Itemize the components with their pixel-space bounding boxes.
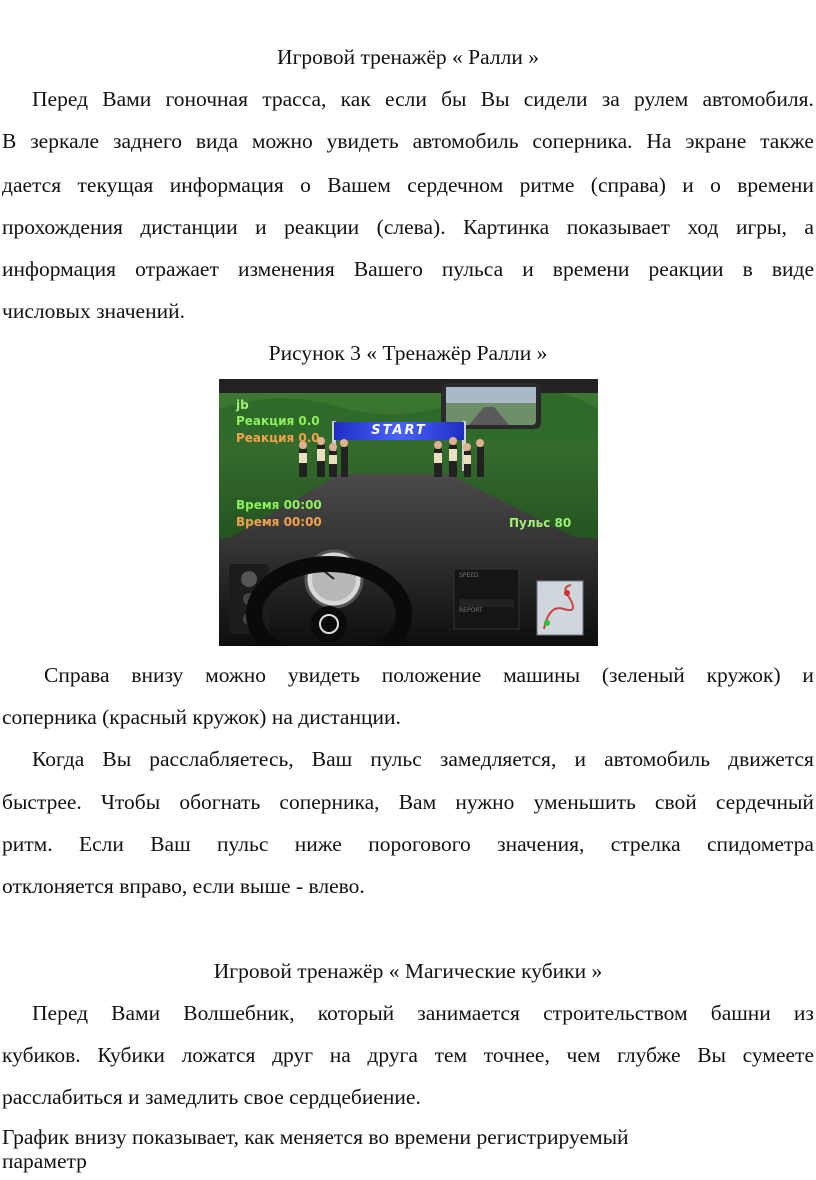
- word: изменения: [237, 257, 335, 281]
- word: сердечном: [407, 173, 504, 197]
- word: сердечный: [715, 790, 814, 814]
- word: стрелка: [610, 832, 681, 856]
- word: Картинка: [463, 215, 550, 239]
- player-marker: [544, 620, 550, 626]
- word: также: [760, 129, 814, 153]
- word: Перед: [32, 87, 89, 111]
- word: (зеленый: [601, 663, 685, 687]
- time-value-1: Время 00:00: [236, 498, 322, 512]
- word: значения,: [497, 832, 585, 856]
- word: свой: [654, 790, 697, 814]
- word: Вы: [697, 1043, 726, 1067]
- word: башни: [710, 1001, 771, 1025]
- word: сумеете: [742, 1043, 814, 1067]
- para1-line6: числовых значений.: [2, 299, 185, 323]
- word: расслабляетесь,: [149, 747, 294, 771]
- word: Кубики: [97, 1043, 165, 1067]
- word: тем: [434, 1043, 468, 1067]
- word: гоночная: [165, 87, 248, 111]
- para1-line5: [2, 256, 814, 282]
- word: за: [601, 87, 620, 111]
- word: кружок): [706, 663, 781, 687]
- reaction-value-2: Реакция 0.0: [236, 431, 320, 445]
- word: реакции: [648, 257, 724, 281]
- word: друг: [272, 1043, 314, 1067]
- word: соперника,: [279, 790, 380, 814]
- para2-line1: [44, 662, 814, 688]
- rally-game-screenshot: [219, 379, 598, 646]
- word: Вами: [102, 87, 152, 111]
- word: (слева).: [376, 215, 446, 239]
- word: показывает: [566, 215, 670, 239]
- word: автомобиль: [604, 747, 711, 771]
- word: дистанции: [140, 215, 238, 239]
- word: который: [317, 1001, 395, 1025]
- word: ритм.: [2, 832, 53, 856]
- word: о: [300, 173, 311, 197]
- para4-line1: [32, 1000, 814, 1026]
- word: строительством: [543, 1001, 688, 1025]
- word: зеркале: [30, 129, 100, 153]
- title-magic-cubes: Игровой тренажёр « Магические кубики »: [213, 959, 603, 983]
- para4-line3: расслабиться и замедлить свое сердцебиение.: [2, 1085, 421, 1109]
- word: В: [2, 129, 17, 153]
- word: в: [742, 257, 753, 281]
- para3-line2: [2, 789, 814, 815]
- word: соперника.: [532, 129, 633, 153]
- word: прохождения: [2, 215, 123, 239]
- word: занимается: [417, 1001, 520, 1025]
- word: нужно: [455, 790, 515, 814]
- word: пульс: [217, 832, 269, 856]
- word: Если: [78, 832, 124, 856]
- word: и: [522, 257, 534, 281]
- word: быстрее.: [2, 790, 82, 814]
- word: и: [574, 747, 586, 771]
- word: Волшебник,: [183, 1001, 295, 1025]
- para3-line1: [32, 746, 814, 772]
- word: Перед: [32, 1001, 89, 1025]
- word: трасса,: [262, 87, 327, 111]
- word: и: [682, 173, 694, 197]
- word: ход: [687, 215, 719, 239]
- para1-line2: [2, 128, 814, 154]
- para3-line3: [2, 831, 814, 857]
- word: точнее,: [483, 1043, 550, 1067]
- word: автомобиля.: [702, 87, 814, 111]
- word: информация: [2, 257, 117, 281]
- word: времени: [552, 257, 630, 281]
- word: глубже: [617, 1043, 681, 1067]
- word: Вами: [111, 1001, 161, 1025]
- para3-line4: отклоняется вправо, если выше - влево.: [2, 874, 365, 898]
- word: увидеть: [326, 129, 399, 153]
- word: На: [646, 129, 672, 153]
- panel-label-bottom: REPORT: [459, 607, 483, 614]
- word: бы: [441, 87, 467, 111]
- word: можно: [251, 129, 313, 153]
- word: игры,: [735, 215, 787, 239]
- para2-line2: соперника (красный кружок) на дистанции.: [2, 705, 401, 729]
- word: порогового: [368, 832, 471, 856]
- reaction-value-1: Реакция 0.0: [236, 414, 320, 428]
- word: реакции: [284, 215, 360, 239]
- word: экране: [685, 129, 747, 153]
- para5-line2: параметр: [2, 1149, 87, 1173]
- word: ложатся: [181, 1043, 256, 1067]
- word: заднего: [112, 129, 183, 153]
- word: увидеть: [287, 663, 360, 687]
- word: о: [710, 173, 721, 197]
- word: времени: [737, 173, 814, 197]
- word: Вы: [480, 87, 510, 111]
- word: можно: [205, 663, 267, 687]
- figure-caption: Рисунок 3 « Тренажёр Ралли »: [268, 341, 548, 365]
- word: отражает: [135, 257, 219, 281]
- word: автомобиль: [412, 129, 519, 153]
- word: сидели: [523, 87, 588, 111]
- word: из: [793, 1001, 814, 1025]
- word: Вам: [398, 790, 437, 814]
- word: Чтобы: [100, 790, 161, 814]
- start-banner-text: START: [371, 423, 427, 438]
- word: информация: [169, 173, 284, 197]
- word: машины: [503, 663, 581, 687]
- title-rally: Игровой тренажёр « Ралли »: [277, 45, 539, 69]
- word: ниже: [294, 832, 342, 856]
- para1-line3: [2, 172, 814, 198]
- word: если: [385, 87, 427, 111]
- word: а: [804, 215, 814, 239]
- player-tag: jb: [236, 398, 249, 412]
- word: пульса: [441, 257, 504, 281]
- word: виде: [771, 257, 814, 281]
- word: и: [255, 215, 267, 239]
- word: (справа): [590, 173, 666, 197]
- word: уменьшить: [533, 790, 636, 814]
- word: спидометра: [706, 832, 814, 856]
- word: вида: [195, 129, 238, 153]
- word: Справа: [44, 663, 110, 687]
- word: пульс: [370, 747, 422, 771]
- word: рулем: [634, 87, 689, 111]
- rival-marker: [564, 590, 570, 596]
- word: Вашем: [327, 173, 391, 197]
- word: движется: [728, 747, 814, 771]
- word: Ваш: [150, 832, 191, 856]
- word: на: [329, 1043, 351, 1067]
- word: текущая: [77, 173, 154, 197]
- word: ритме: [519, 173, 575, 197]
- para5-line1: График внизу показывает, как меняется во времени регистрируемый: [2, 1125, 629, 1149]
- para1-line4: [2, 214, 814, 240]
- word: друга: [367, 1043, 418, 1067]
- word: Ваш: [311, 747, 353, 771]
- word: как: [340, 87, 371, 111]
- pulse-value: Пульс 80: [509, 516, 572, 530]
- word: Вашего: [353, 257, 423, 281]
- word: и: [802, 663, 814, 687]
- word: кубиков.: [2, 1043, 81, 1067]
- word: замедляется,: [439, 747, 557, 771]
- word: внизу: [131, 663, 184, 687]
- time-value-2: Время 00:00: [236, 515, 322, 529]
- word: положение: [381, 663, 482, 687]
- word: дается: [2, 173, 62, 197]
- para4-line2: [2, 1042, 814, 1068]
- word: Когда: [32, 747, 85, 771]
- word: обогнать: [179, 790, 261, 814]
- para1-line1: [32, 86, 814, 112]
- word: чем: [566, 1043, 601, 1067]
- word: Вы: [102, 747, 132, 771]
- panel-label-top: SPEED: [459, 572, 479, 579]
